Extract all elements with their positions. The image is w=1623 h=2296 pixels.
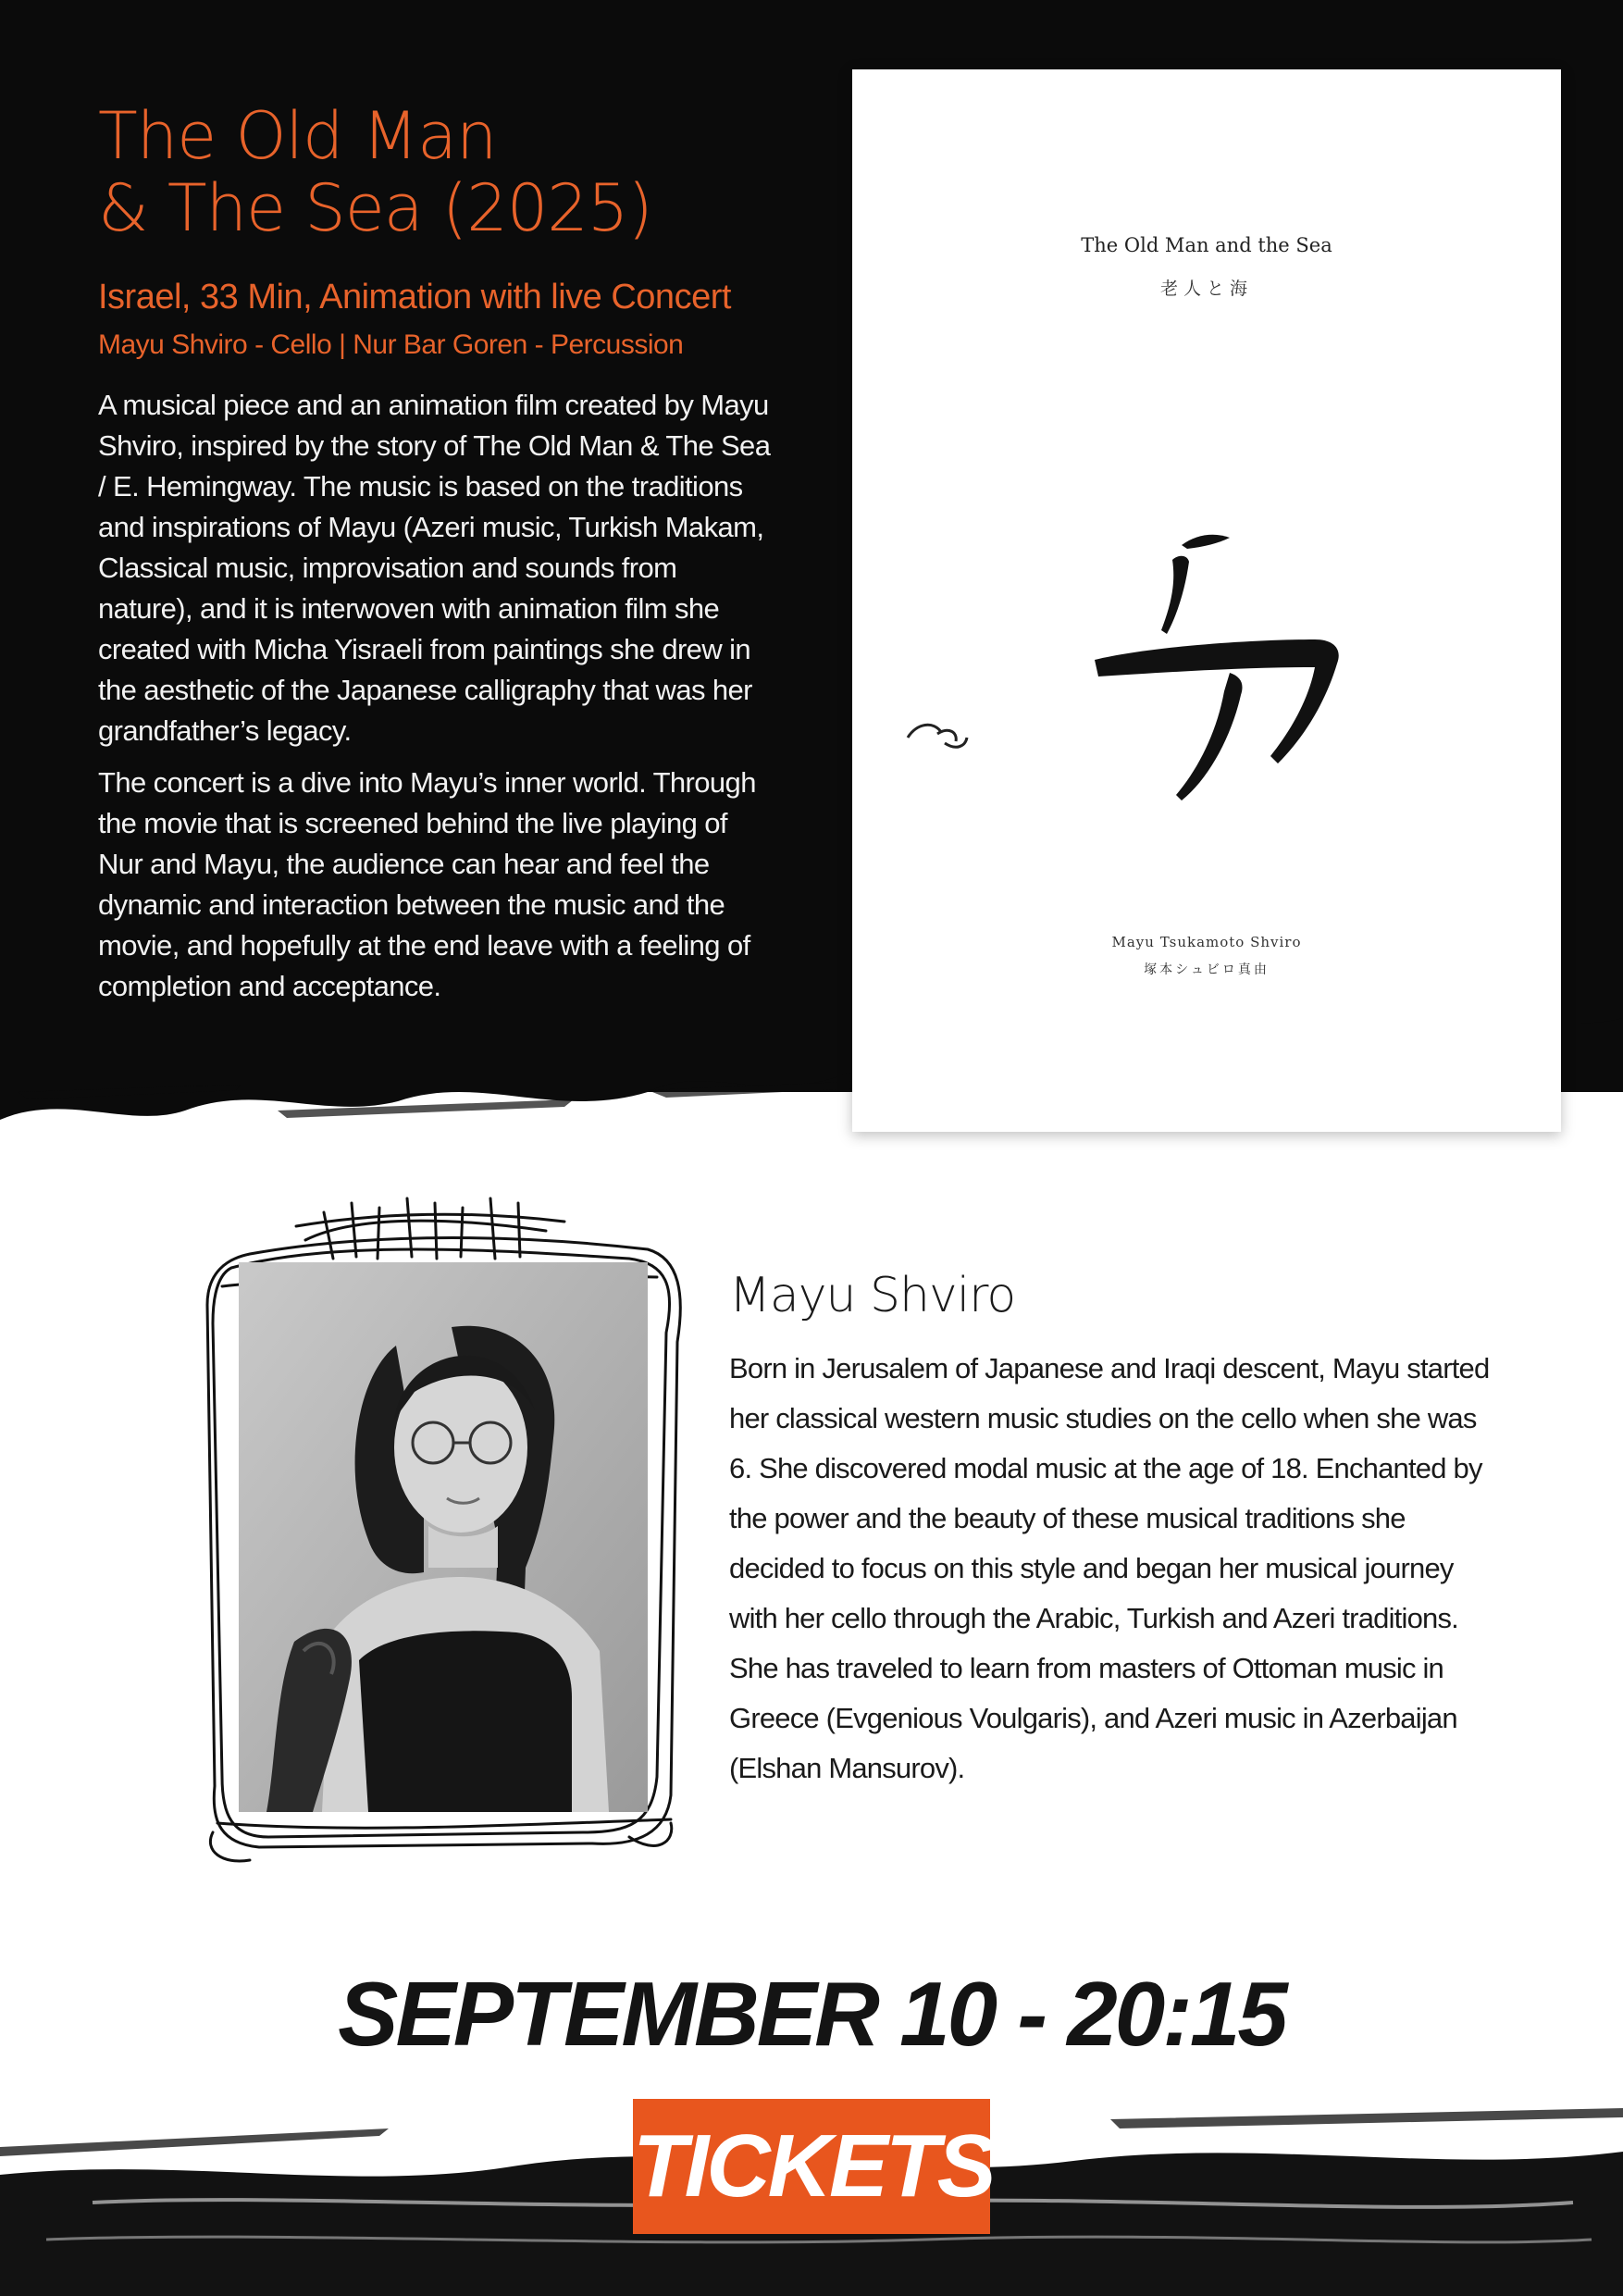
poster-title-japanese: 老人と海 bbox=[1159, 279, 1253, 299]
poster-author: Mayu Tsukamoto Shviro bbox=[1111, 934, 1302, 950]
film-title-line2: & The Sea (2025) bbox=[98, 170, 652, 246]
artist-photo-illustration bbox=[239, 1262, 648, 1812]
film-description-paragraph-1: A musical piece and an animation film created by Mayu Shviro, inspired by the story of The Old Man & The Sea / E. Hemingway. The music is based on the traditions and inspirations of Mayu (Azeri music, Turkish Makam, Classical music, improvisation and sounds from nature), and it is interwoven with animation film she created with Micha Yisraeli from paintings she drew in the aesthetic of the Japanese calligraphy that was her grandfather’s legacy. bbox=[98, 389, 771, 747]
event-date: SEPTEMBER 10 - 20:15 bbox=[338, 1963, 1285, 2065]
artist-name: Mayu Shviro bbox=[729, 1268, 1016, 1323]
poster-title: The Old Man and the Sea bbox=[1081, 234, 1332, 256]
calligraphy-artwork bbox=[852, 458, 1561, 828]
artist-biography: Born in Jerusalem of Japanese and Iraqi descent, Mayu started her classical western music studies on the cello when she was 6. She discovered modal music at the age of 18. Enchanted by the power and the beauty of these musical traditions she decided to focus on this style and began her musical journey with her cello through the Arabic, Turkish and Azeri traditions. She has traveled to learn from masters of Ottoman music in Greece (Evgenious Voulgaris), and Azeri music in Azerbaijan (Elshan Mansurov). bbox=[729, 1352, 1490, 1784]
tickets-button[interactable]: TICKETS bbox=[633, 2099, 990, 2234]
film-poster bbox=[852, 69, 1561, 1132]
film-credits: Mayu Shviro - Cello | Nur Bar Goren - Percussion bbox=[98, 329, 684, 360]
film-subtitle: Israel, 33 Min, Animation with live Concert bbox=[98, 278, 731, 316]
film-title-line1: The Old Man bbox=[98, 98, 497, 174]
artist-photo bbox=[239, 1262, 648, 1812]
film-description-paragraph-2: The concert is a dive into Mayu’s inner world. Through the movie that is screened behind the live playing of Nur and Mayu, the audience can hear and feel the dynamic and interaction between the music and the movie, and hopefully at the end leave with a feeling of completion and acceptance. bbox=[98, 766, 756, 1002]
poster-author-japanese: 塚本シュビロ真由 bbox=[1144, 962, 1270, 977]
film-title bbox=[98, 100, 838, 244]
